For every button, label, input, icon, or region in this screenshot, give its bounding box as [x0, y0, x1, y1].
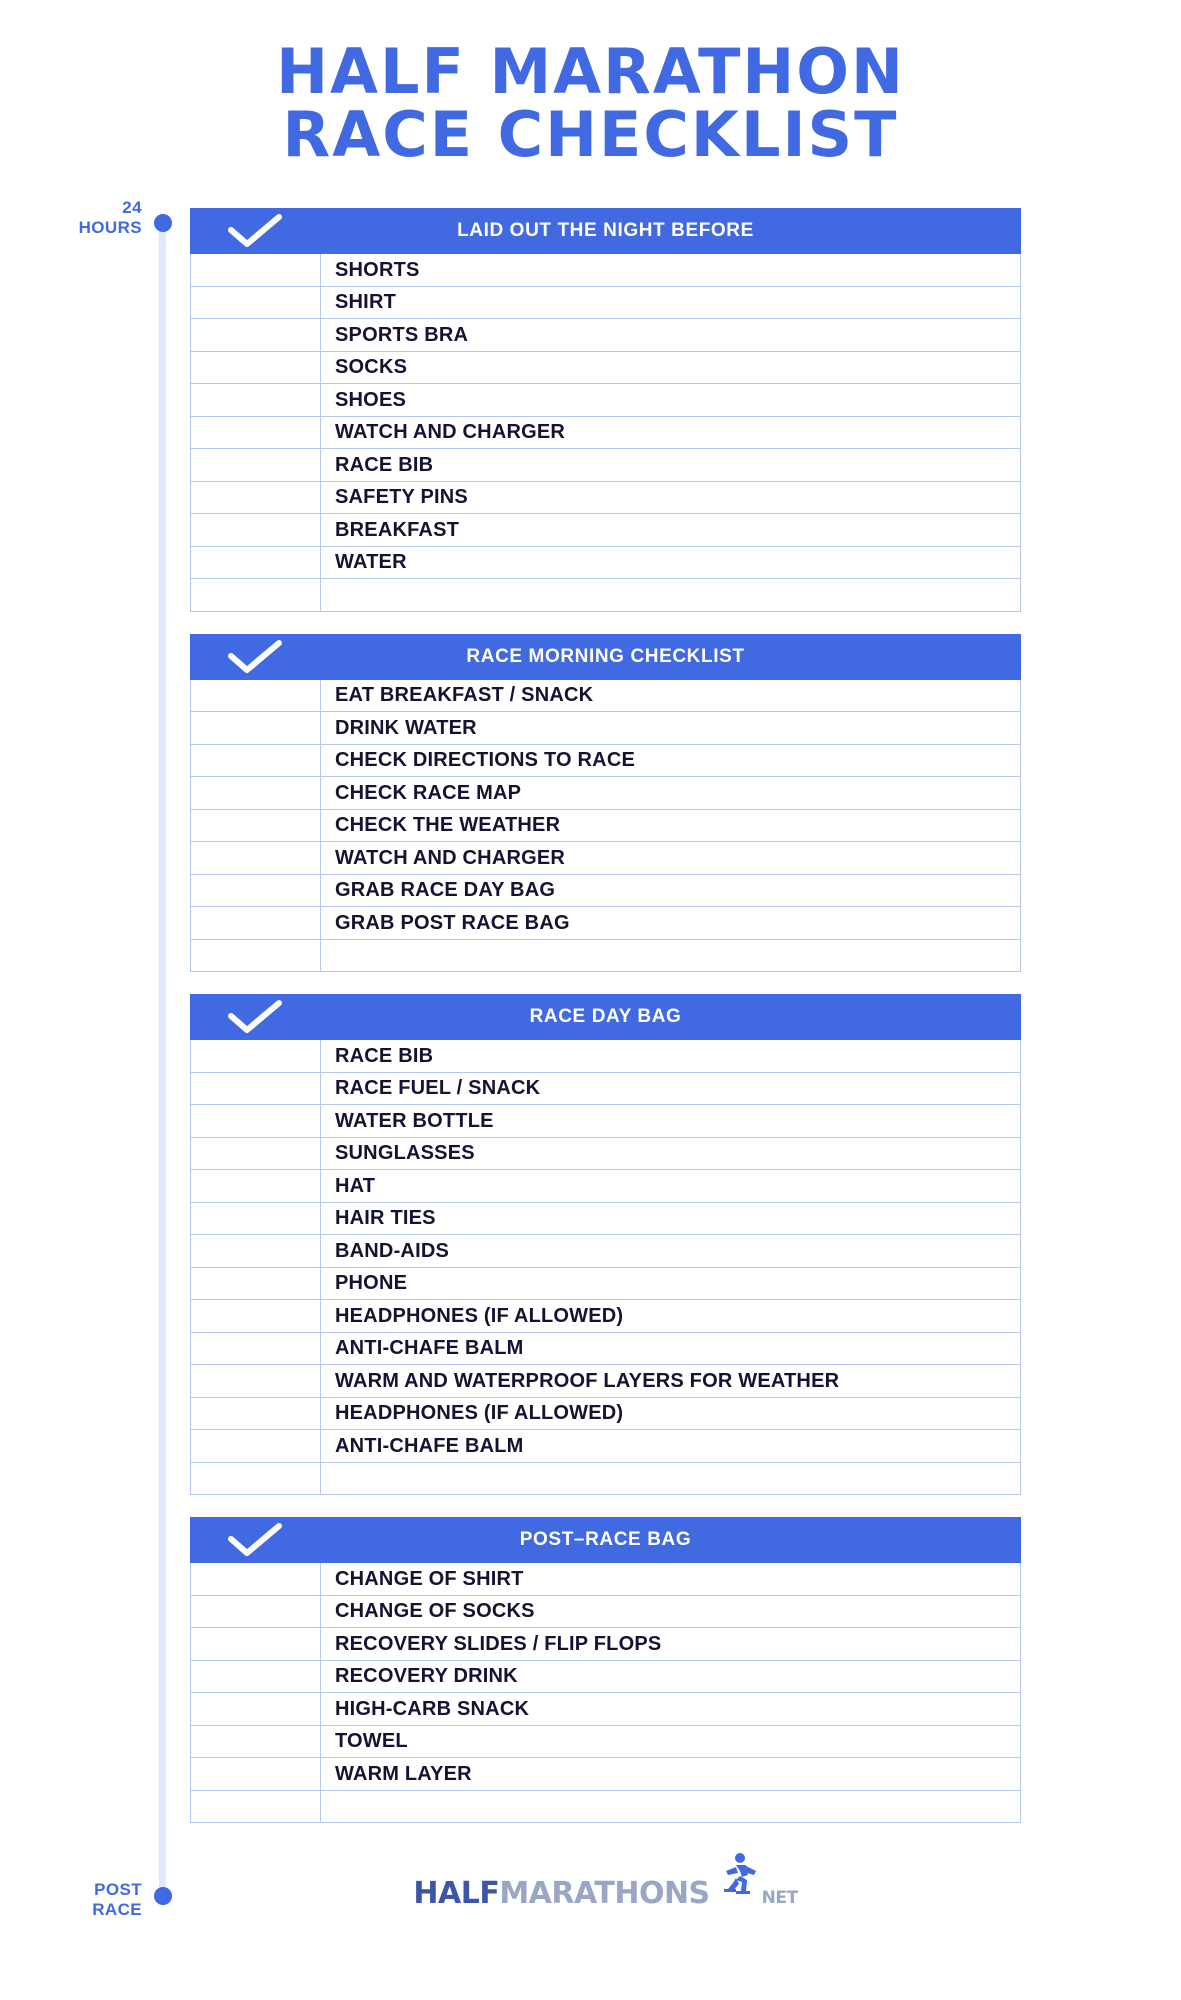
- checklist-item-label: WATER: [335, 551, 407, 574]
- checklist-item-label: WATER BOTTLE: [335, 1109, 494, 1132]
- checkbox-cell[interactable]: [191, 287, 321, 319]
- checkbox-cell[interactable]: [191, 1596, 321, 1628]
- check-icon: [190, 994, 320, 1040]
- checklist-row[interactable]: [190, 875, 1021, 908]
- checkbox-cell[interactable]: [191, 417, 321, 449]
- checkbox-cell[interactable]: [191, 777, 321, 809]
- checklist-row[interactable]: [190, 1203, 1021, 1236]
- checkbox-cell[interactable]: [191, 1758, 321, 1790]
- checklist-row[interactable]: [190, 1073, 1021, 1106]
- checklist-item-label: BAND-AIDS: [335, 1239, 450, 1262]
- checklist-row[interactable]: [190, 449, 1021, 482]
- checklist-row[interactable]: [190, 1563, 1021, 1596]
- checkbox-cell[interactable]: [191, 1726, 321, 1758]
- checkbox-cell[interactable]: [191, 907, 321, 939]
- checklist-section: [190, 994, 1021, 1495]
- checklist-item-label: SUNGLASSES: [335, 1142, 475, 1165]
- checkbox-cell[interactable]: [191, 1398, 321, 1430]
- checklist-item-label: WATCH AND CHARGER: [335, 421, 566, 444]
- checklist-item-label: DRINK WATER: [335, 716, 477, 739]
- checklist-item-label: PHONE: [335, 1272, 408, 1295]
- timeline-label-start: [79, 198, 142, 237]
- checkbox-cell[interactable]: [191, 514, 321, 546]
- footer-logo: [190, 1857, 1021, 1911]
- checklist-item-label: CHANGE OF SHIRT: [335, 1567, 524, 1590]
- checklist-row[interactable]: [190, 745, 1021, 778]
- check-icon: [190, 208, 320, 254]
- checklist-row[interactable]: [190, 712, 1021, 745]
- checklist-item-label: RECOVERY DRINK: [335, 1665, 518, 1688]
- check-icon: [190, 634, 320, 680]
- checklist-row[interactable]: [190, 417, 1021, 450]
- checklist-item-label: ANTI-CHAFE BALM: [335, 1434, 524, 1457]
- checklist-item-label: CHECK THE WEATHER: [335, 814, 561, 837]
- checklist-item-label: RECOVERY SLIDES / FLIP FLOPS: [335, 1632, 662, 1655]
- checkbox-cell[interactable]: [191, 1628, 321, 1660]
- checklist-item-label: HAT: [335, 1174, 376, 1197]
- checkbox-cell[interactable]: [191, 1170, 321, 1202]
- checklist-row[interactable]: [190, 1596, 1021, 1629]
- checklist-item-label: RACE BIB: [335, 1044, 434, 1067]
- checklist-item-label: SPORTS BRA: [335, 323, 469, 346]
- checklist-item-label: GRAB RACE DAY BAG: [335, 879, 556, 902]
- checkbox-cell[interactable]: [191, 1203, 321, 1235]
- checkbox-cell[interactable]: [191, 1430, 321, 1462]
- timeline-label-end-line2: RACE: [92, 1899, 142, 1919]
- checkbox-cell[interactable]: [191, 1105, 321, 1137]
- checkbox-cell[interactable]: [191, 254, 321, 286]
- checklist-item-label: RACE FUEL / SNACK: [335, 1077, 541, 1100]
- checklist-row[interactable]: [190, 1693, 1021, 1726]
- checklist-item-label: BREAKFAST: [335, 518, 460, 541]
- checklist-row[interactable]: [190, 352, 1021, 385]
- checklist-item-label: [321, 1791, 1020, 1823]
- checklist-row[interactable]: [190, 1726, 1021, 1759]
- checklist-row[interactable]: [190, 384, 1021, 417]
- checkbox-cell[interactable]: [191, 745, 321, 777]
- checklist-row[interactable]: [190, 287, 1021, 320]
- checkbox-cell[interactable]: [191, 1235, 321, 1267]
- section-title: RACE MORNING CHECKLIST: [466, 645, 745, 667]
- checkbox-cell[interactable]: [191, 1073, 321, 1105]
- checklist-row[interactable]: [190, 1235, 1021, 1268]
- checklist-row-blank[interactable]: [190, 1463, 1021, 1496]
- checkbox-cell[interactable]: [191, 482, 321, 514]
- checkbox-cell[interactable]: [191, 449, 321, 481]
- page-title: [0, 0, 1181, 172]
- checkbox-cell[interactable]: [191, 875, 321, 907]
- checkbox-cell[interactable]: [191, 1661, 321, 1693]
- checkbox-cell[interactable]: [191, 352, 321, 384]
- checklist-row-blank[interactable]: [190, 1791, 1021, 1824]
- checkbox-cell[interactable]: [191, 1563, 321, 1595]
- checklist-section: [190, 208, 1021, 612]
- checklist-row[interactable]: [190, 1333, 1021, 1366]
- timeline-bar: [159, 220, 166, 1899]
- checklist-item-label: SHORTS: [335, 258, 420, 281]
- checklist-row[interactable]: [190, 547, 1021, 580]
- checklist-item-label: SOCKS: [335, 356, 408, 379]
- checklist-row[interactable]: [190, 1170, 1021, 1203]
- checkbox-cell[interactable]: [191, 1138, 321, 1170]
- checkbox-cell[interactable]: [191, 712, 321, 744]
- checklist-row-blank[interactable]: [190, 579, 1021, 612]
- checklist-item-label: SAFETY PINS: [335, 486, 468, 509]
- section-title: LAID OUT THE NIGHT BEFORE: [457, 220, 754, 242]
- checkbox-cell[interactable]: [191, 940, 321, 972]
- checklist-item-label: HEADPHONES (IF ALLOWED): [335, 1402, 624, 1425]
- timeline: [78, 198, 172, 1919]
- checklist-row[interactable]: [190, 680, 1021, 713]
- checklist-row[interactable]: [190, 1758, 1021, 1791]
- checklist-item-label: [321, 1463, 1020, 1495]
- checklist-item-label: [321, 579, 1020, 611]
- checkbox-cell[interactable]: [191, 680, 321, 712]
- title-line-2: RACE CHECKLIST: [282, 98, 899, 172]
- checklist-row[interactable]: [190, 1300, 1021, 1333]
- checklist-row[interactable]: [190, 1430, 1021, 1463]
- checklist-row[interactable]: [190, 254, 1021, 287]
- checkbox-cell[interactable]: [191, 1333, 321, 1365]
- logo-wordmark: [413, 1857, 797, 1911]
- checkbox-cell[interactable]: [191, 579, 321, 611]
- section-title: RACE DAY BAG: [529, 1006, 682, 1028]
- checkbox-cell[interactable]: [191, 1300, 321, 1332]
- timeline-dot-start: [154, 214, 172, 232]
- checkbox-cell[interactable]: [191, 1791, 321, 1823]
- checklist-item-label: SHIRT: [335, 291, 396, 314]
- checkbox-cell[interactable]: [191, 810, 321, 842]
- checklist-item-label: RACE BIB: [335, 453, 434, 476]
- checkbox-cell[interactable]: [191, 1365, 321, 1397]
- checklist-row[interactable]: [190, 1398, 1021, 1431]
- checklist-item-label: ANTI-CHAFE BALM: [335, 1337, 524, 1360]
- checklist-row[interactable]: [190, 514, 1021, 547]
- checklist-item-label: HAIR TIES: [335, 1207, 436, 1230]
- checklist-item-label: TOWEL: [335, 1730, 408, 1753]
- checklist-item-label: WATCH AND CHARGER: [335, 846, 566, 869]
- checkbox-cell[interactable]: [191, 1693, 321, 1725]
- checklist-row[interactable]: [190, 777, 1021, 810]
- checklist-item-label: CHECK DIRECTIONS TO RACE: [335, 749, 636, 772]
- timeline-label-end-line1: POST: [94, 1880, 142, 1900]
- section-header: [190, 634, 1021, 680]
- checklist-row[interactable]: [190, 1661, 1021, 1694]
- checkbox-cell[interactable]: [191, 1040, 321, 1072]
- logo-marathons-text: MARATHONS: [499, 1876, 710, 1912]
- logo-half-text: HALF: [413, 1876, 500, 1912]
- checkbox-cell[interactable]: [191, 1463, 321, 1495]
- checklist-item-label: CHECK RACE MAP: [335, 781, 522, 804]
- checkbox-cell[interactable]: [191, 842, 321, 874]
- checklist-row[interactable]: [190, 482, 1021, 515]
- checklist-row[interactable]: [190, 1105, 1021, 1138]
- checkbox-cell[interactable]: [191, 1268, 321, 1300]
- checklist-item-label: CHANGE OF SOCKS: [335, 1600, 535, 1623]
- checklist-row[interactable]: [190, 1138, 1021, 1171]
- checklist-content: [0, 198, 1181, 1919]
- checklist-section: [190, 634, 1021, 973]
- checklist-item-label: WARM AND WATERPROOF LAYERS FOR WEATHER: [335, 1369, 840, 1392]
- check-icon: [190, 1517, 320, 1563]
- checklist-row[interactable]: [190, 907, 1021, 940]
- checklist-item-label: SHOES: [335, 388, 407, 411]
- checklist-row[interactable]: [190, 1628, 1021, 1661]
- logo-net-text: NET: [761, 1888, 798, 1909]
- checklist-item-label: HEADPHONES (IF ALLOWED): [335, 1304, 624, 1327]
- timeline-dot-end: [154, 1887, 172, 1905]
- checklist-row[interactable]: [190, 1365, 1021, 1398]
- section-header: [190, 1517, 1021, 1563]
- checklist-row[interactable]: [190, 842, 1021, 875]
- sections-container: [190, 208, 1021, 1823]
- checklist-item-label: WARM LAYER: [335, 1762, 472, 1785]
- timeline-label-end: [92, 1880, 142, 1919]
- checkbox-cell[interactable]: [191, 319, 321, 351]
- title-line-1: HALF MARATHON: [276, 35, 905, 108]
- checklist-row[interactable]: [190, 319, 1021, 352]
- checklist-row[interactable]: [190, 1040, 1021, 1073]
- section-header: [190, 994, 1021, 1040]
- checklist-row[interactable]: [190, 810, 1021, 843]
- checklist-row[interactable]: [190, 1268, 1021, 1301]
- checklist-row-blank[interactable]: [190, 940, 1021, 973]
- checklist-item-label: [321, 940, 1020, 972]
- timeline-label-start-line2: HOURS: [78, 218, 142, 238]
- checklist-item-label: HIGH-CARB SNACK: [335, 1697, 530, 1720]
- checklist-section: [190, 1517, 1021, 1823]
- checklist-item-label: EAT BREAKFAST / SNACK: [335, 684, 594, 707]
- checklist-item-label: GRAB POST RACE BAG: [335, 911, 570, 934]
- section-title: POST–RACE BAG: [519, 1529, 692, 1551]
- section-header: [190, 208, 1021, 254]
- runner-icon: [706, 1851, 758, 1905]
- checkbox-cell[interactable]: [191, 547, 321, 579]
- timeline-label-start-line1: 24: [122, 198, 142, 218]
- checkbox-cell[interactable]: [191, 384, 321, 416]
